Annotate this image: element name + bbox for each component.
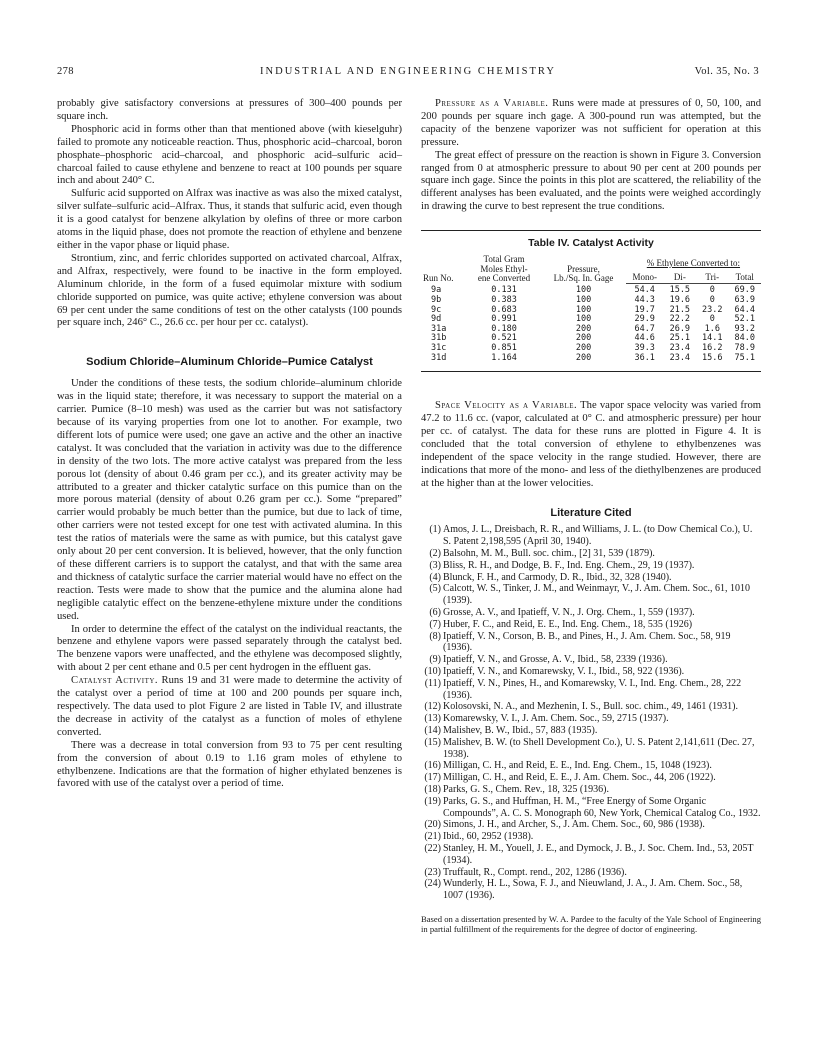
paragraph: Pressure as a Variable. Runs were made at pressures of 0, 50, 100, and 200 pounds per square inch gage. A 300-pound run was attempted, but the capacity of the benzene vaporizer was not sufficient for operation at this pressure. — [421, 98, 762, 148]
run-in-heading: Catalyst Activity. — [71, 675, 159, 687]
table-cell: 63.9 — [734, 294, 755, 305]
reference-item — [421, 654, 761, 666]
reference-number: (12) — [424, 701, 441, 713]
col-header-di: Di- — [664, 268, 696, 283]
reference-text: Malishev, B. W., Ibid., 57, 883 (1935). — [443, 724, 598, 736]
reference-text: Ipatieff, V. N., and Komarewsky, V. I., Ibid., 58, 922 (1936). — [443, 666, 685, 677]
table-cell: 16.2 — [702, 342, 723, 353]
reference-item — [421, 701, 761, 713]
table-cell: 1.6 — [704, 323, 720, 334]
col-header-group: % Ethylene Converted to: — [646, 257, 741, 268]
table-cell: 15.5 — [669, 285, 691, 296]
table-cell: 14.1 — [702, 333, 723, 344]
paragraph: There was a decrease in total conversion from 93 to 75 per cent resulting from the conversion of about 0.19 to 1.16 gram moles of ethylene to ethylbenzene. Indications are that the formation of higher ethylated benzenes is favored with use of the catalyst over a period of time. — [57, 739, 402, 790]
table-cell: 19.7 — [634, 304, 655, 315]
reference-item — [421, 560, 761, 572]
table-cell: 23.4 — [669, 342, 691, 353]
reference-item — [421, 548, 761, 560]
reference-item — [421, 725, 761, 737]
reference-item — [421, 772, 761, 784]
reference-number: (22) — [424, 842, 441, 854]
table-cell: 78.9 — [734, 342, 755, 353]
reference-number: (3) — [429, 559, 441, 571]
reference-text: Blunck, F. H., and Carmody, D. R., Ibid., 32, 328 (1940). — [443, 571, 672, 583]
table-cell: 9b — [431, 294, 442, 305]
table-cell: 84.0 — [734, 333, 755, 344]
table-iv — [421, 230, 761, 372]
reference-item — [421, 831, 761, 843]
reference-item — [421, 760, 761, 772]
col-header-run: Run No. — [423, 273, 454, 284]
col-header-moles: Total Gram Moles Ethyl- ene Converted — [477, 254, 531, 284]
journal-title: INDUSTRIAL AND ENGINEERING CHEMISTRY — [260, 66, 556, 77]
table-cell: 100 — [575, 314, 592, 325]
reference-text: Komarewsky, V. I., J. Am. Chem. Soc., 59, 2715 (1937). — [443, 713, 669, 725]
page-number: 278 — [57, 66, 74, 77]
table-cell: 200 — [575, 342, 592, 353]
reference-number: (5) — [429, 583, 441, 595]
paragraph: In order to determine the effect of the catalyst on the individual reactants, the benzene and ethylene vapors were passed separately through the catalyst bed. The benzene vapors were unaffected, and the ethylene was decomposed slightly, with about 2 per cent ethane and 0.5 per cent hydrogen in the effluent gas. — [57, 623, 402, 674]
reference-item — [421, 631, 761, 655]
table-title: Table IV. Catalyst Activity — [528, 237, 654, 250]
paragraph: probably give satisfactory conversions at pressures of 300–400 pounds per square inch. — [57, 98, 402, 122]
table-cell: 100 — [575, 285, 592, 296]
reference-text: Kolosovski, N. A., and Mezhenin, I. S., Bull. soc. chim., 49, 1461 (1931). — [443, 701, 738, 713]
table-cell: 9c — [431, 304, 442, 315]
reference-number: (11) — [424, 677, 441, 689]
paragraph: Catalyst Activity. Runs 19 and 31 were made to determine the activity of the catalyst over a period of time at 100 and 200 pounds per square inch, respectively. The data used to plot Figure 2 are listed in Table IV, and illustrate the decrease in activity of the catalyst as a function of moles of ethylene converted. — [57, 675, 402, 738]
reference-number: (6) — [429, 607, 441, 619]
reference-number: (10) — [424, 666, 441, 677]
table-cell: 0.131 — [491, 285, 517, 296]
table-cell: 93.2 — [734, 323, 755, 334]
table-cell: 0 — [709, 285, 715, 296]
reference-item — [421, 796, 761, 820]
table-cell: 1.164 — [491, 352, 517, 363]
reference-number: (7) — [429, 618, 441, 630]
section-heading: Sodium Chloride–Aluminum Chloride–Pumice Catalyst — [86, 356, 373, 369]
paragraph: Under the conditions of these tests, the sodium chloride–aluminum chloride was in the liquid state; therefore, it was necessary to support the material on a carrier. Pumice (8–10 mesh) was used as the carrier but was not satisfactory because of its varying properties from one lot to another. For example, two different lots of pumice were used; one gave an active and the other an inactive catalyst. It was concluded that the variation in activity was due to the difference in density of the two lots. The more active catalyst was prepared from the less porous lot (density of about 0.46 gram per cc.), and its greater activity may be attributed to a greater and thicker catalytic surface on this pumice than on the more porous material (density of about 0.26 gram per cc.). Some “prepared” carrier would probably be much better than the pumice, but due to lack of time, other carriers were not tested except for one test with activated alumina. In this test the ratios of materials were the same as with pumice, but this catalyst gave only about 20 per cent conversion. It is believed, however, that the only function of these different carriers is to support the catalyst, and that with the same area and thickness of catalytic surface the carrier material would have no effect on the reaction. Tests were made to show that the pumice and the alumina alone had negligible catalytic effect on the benzene-ethylene mixture under the conditions used. — [57, 378, 402, 622]
reference-item — [421, 867, 761, 879]
reference-text: Huber, F. C., and Reid, E. E., Ind. Eng. Chem., 18, 535 (1926) — [443, 618, 693, 630]
reference-number: (13) — [424, 713, 441, 725]
reference-text: Ipatieff, V. N., and Grosse, A. V., Ibid., 58, 2339 (1936). — [443, 654, 668, 666]
table-cell: 52.1 — [734, 314, 755, 325]
col-header-pressure: Pressure, Lb./Sq. In. Gage — [553, 263, 614, 284]
table-cell: 9d — [431, 314, 442, 325]
reference-item — [421, 819, 761, 831]
table-cell: 200 — [575, 333, 592, 344]
table-cell: 23.4 — [669, 352, 691, 363]
reference-text: Simons, J. H., and Archer, S., J. Am. Chem. Soc., 60, 986 (1938). — [443, 819, 705, 831]
right-column — [421, 98, 761, 935]
reference-item — [421, 878, 761, 902]
table-cell: 31d — [431, 352, 447, 363]
reference-text: Balsohn, M. M., Bull. soc. chim., [2] 31, 539 (1879). — [443, 548, 655, 560]
paragraph: The great effect of pressure on the reaction is shown in Figure 3. Conversion ranged from 0 at atmospheric pressure to about 90 per cent at 200 pounds per square inch gage. Since the points in this plot are scattered, the reliability of the different analyses has been evaluated, and the points were weighed accordingly in drawing the curve to best represent the true conditions. — [421, 149, 761, 213]
table-cell: 31c — [431, 342, 447, 353]
table-cell: 0 — [709, 314, 715, 325]
reference-number: (4) — [429, 571, 441, 583]
volume-issue: Vol. 35, No. 3 — [694, 66, 759, 77]
reference-text: Milligan, C. H., and Reid, E. E., J. Am. Chem. Soc., 44, 206 (1922). — [443, 772, 716, 784]
reference-number: (8) — [429, 630, 441, 642]
reference-item — [421, 572, 761, 584]
table-cell: 64.4 — [734, 304, 755, 315]
reference-item — [421, 619, 761, 631]
table-cell: 100 — [575, 294, 592, 305]
literature-heading: Literature Cited — [550, 507, 632, 520]
table-row — [421, 354, 761, 364]
reference-number: (14) — [424, 724, 441, 736]
reference-number: (21) — [424, 831, 441, 843]
table-cell: 200 — [575, 323, 592, 334]
col-header-total: Total — [729, 268, 762, 283]
reference-text: Ibid., 60, 2952 (1938). — [443, 831, 534, 843]
paragraph: Strontium, zinc, and ferric chlorides supported on activated charcoal, Alfrax, and Alfrax, respectively, were found to be inactive in the form employed. Aluminum chloride, in the form of a fused equimolar mixture with sodium chloride supported on pumice, was quite active; ethylene conversion was about 69 per cent under the same conditions of test on the other catalysts (100 pounds per square inch, 246° C., 26.6 cc. per hour per cc. catalyst). — [57, 252, 402, 329]
reference-number: (24) — [424, 878, 441, 890]
running-header — [57, 66, 759, 80]
reference-number: (2) — [429, 548, 441, 560]
table-cell: 25.1 — [669, 333, 691, 344]
table-cell: 0 — [709, 294, 715, 305]
table-cell: 44.3 — [634, 294, 655, 305]
table-cell: 9a — [431, 285, 442, 296]
table-cell: 0.383 — [491, 294, 517, 305]
table-cell: 0.851 — [491, 342, 517, 353]
left-column — [57, 98, 402, 791]
reference-text: Milligan, C. H., and Reid, E. E., Ind. Eng. Chem., 15, 1048 (1923). — [443, 760, 712, 772]
reference-text: Ipatieff, V. N., Corson, B. B., and Pines, H., J. Am. Chem. Soc., 58, 919 (1936). — [443, 630, 731, 654]
reference-text: Malishev, B. W. (to Shell Development Co.), U. S. Patent 2,141,611 (Dec. 27, 1938). — [443, 736, 755, 760]
reference-number: (9) — [429, 654, 441, 666]
reference-item — [421, 784, 761, 796]
paragraph: Space Velocity as a Variable. The vapor space velocity was varied from 47.2 to 11.6 cc. (vapor, calculated at 0° C. and atmospheric pressure) per hour per cc. of catalyst. The data for these runs are plotted in Figure 4. It is concluded that the total conversion of ethylene to ethylbenzenes was independent of the space velocity in the range studied. However, there are indications that more of the mono- and less of the diethylbenzenes are produced at the higher than at the lower velocities. — [421, 400, 761, 489]
reference-item — [421, 666, 761, 678]
reference-number: (23) — [424, 866, 441, 878]
col-header-tri: Tri- — [696, 268, 728, 283]
table-cell: 31b — [431, 333, 447, 344]
table-cell: 0.180 — [491, 323, 517, 334]
table-cell: 15.6 — [702, 352, 723, 363]
table-cell: 75.1 — [734, 352, 755, 363]
reference-item — [421, 737, 761, 761]
table-cell: 31a — [431, 323, 447, 334]
col-header-mono: Mono- — [626, 268, 664, 283]
reference-text: Parks, G. S., Chem. Rev., 18, 325 (1936). — [443, 783, 610, 795]
reference-number: (17) — [424, 772, 441, 784]
paragraph: Phosphoric acid in forms other than that mentioned above (with kieselguhr) failed to promote any noticeable reaction. Thus, phosphoric acid–charcoal, boron phosphate–phosphoric acid–charcoal, and phosphoric acid–sulfuric acid–charcoal failed to cause ethylene and benzene to react at 100 pounds per square inch and about 240° C. — [57, 123, 402, 187]
table-cell: 0.991 — [491, 314, 517, 325]
reference-text: Parks, G. S., and Huffman, H. M., “Free Energy of Some Organic Compounds”, A. C. S. Monograph 60, New York, Chemical Catalog Co., 1932. — [443, 795, 761, 819]
reference-text: Ipatieff, V. N., Pines, H., and Komarewsky, V. I., Ind. Eng. Chem., 28, 222 (1936). — [443, 677, 742, 701]
table-cell: 54.4 — [634, 285, 655, 296]
reference-text: Amos, J. L., Dreisbach, R. R., and Williams, J. L. (to Dow Chemical Co.), U. S. Patent 2,198,595 (April 30, 1940). — [443, 524, 753, 548]
table-cell: 36.1 — [634, 352, 655, 363]
table-cell: 0.683 — [491, 304, 517, 315]
table-cell: 44.6 — [634, 333, 655, 344]
table-cell: 0.521 — [491, 333, 517, 344]
reference-text: Grosse, A. V., and Ipatieff, V. N., J. Org. Chem., 1, 559 (1937). — [443, 607, 695, 619]
table-cell: 69.9 — [734, 285, 755, 296]
reference-text: Truffault, R., Compt. rend., 202, 1286 (1936). — [443, 866, 627, 878]
reference-item — [421, 678, 761, 702]
reference-text: Stanley, H. M., Youell, J. E., and Dymock, J. B., J. Soc. Chem. Ind., 53, 205T (1934). — [443, 842, 754, 866]
reference-number: (16) — [424, 760, 441, 772]
reference-item — [421, 713, 761, 725]
reference-number: (1) — [429, 524, 441, 536]
table-cell: 39.3 — [634, 342, 655, 353]
reference-text: Wunderly, H. L., Sowa, F. J., and Nieuwland, J. A., J. Am. Chem. Soc., 58, 1007 (1936). — [443, 878, 743, 902]
reference-text: Calcott, W. S., Tinker, J. M., and Weinmayr, V., J. Am. Chem. Soc., 61, 1010 (1939). — [443, 583, 751, 607]
table-cell: 23.2 — [702, 304, 723, 315]
footnote: Based on a dissertation presented by W. A. Pardee to the faculty of the Yale School of Engineering in partial fulfillment of the requirements for the degree of doctor of engineering. — [421, 913, 761, 935]
table-cell: 29.9 — [634, 314, 655, 325]
reference-number: (15) — [424, 736, 441, 748]
run-in-heading: Pressure as a Variable. — [435, 98, 549, 109]
reference-item — [421, 607, 761, 619]
table-cell: 26.9 — [669, 323, 691, 334]
reference-number: (19) — [424, 795, 441, 807]
reference-number: (18) — [424, 783, 441, 795]
catalyst-activity-table — [421, 255, 761, 363]
reference-number: (20) — [424, 819, 441, 831]
reference-item — [421, 843, 761, 867]
table-cell: 19.6 — [669, 294, 691, 305]
table-cell: 64.7 — [634, 323, 655, 334]
table-cell: 200 — [575, 352, 592, 363]
reference-text: Bliss, R. H., and Dodge, B. F., Ind. Eng. Chem., 29, 19 (1937). — [443, 559, 695, 571]
table-cell: 21.5 — [669, 304, 691, 315]
reference-item — [421, 583, 761, 607]
table-cell: 100 — [575, 304, 592, 315]
run-in-heading: Space Velocity as a Variable. — [435, 400, 578, 412]
reference-item — [421, 524, 761, 548]
paragraph: Sulfuric acid supported on Alfrax was inactive as was also the mixed catalyst, silver sulfate–sulfuric acid–Alfrax. Thus, it stands that sulfuric acid, even though it is a good catalyst for benzene alkylation by olefins of three or more carbon atoms in the liquid phase, does not promote the reaction of ethylene and benzene either in the vapor phase or liquid phase. — [57, 188, 402, 251]
reference-list — [421, 524, 761, 902]
table-cell: 22.2 — [669, 314, 691, 325]
